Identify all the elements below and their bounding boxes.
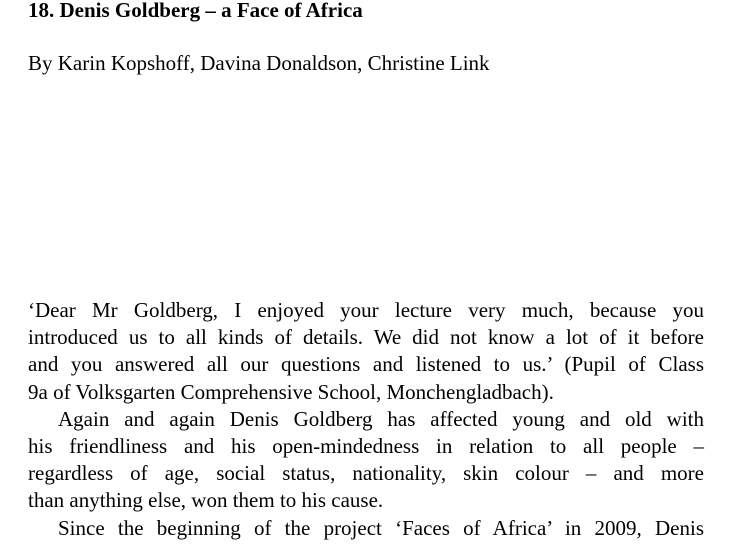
- body-line: and you answered all our questions and listened to us.’ (Pupil of Class: [28, 352, 704, 377]
- body-line: Again and again Denis Goldberg has affected young and old with: [58, 406, 704, 431]
- body-text: [28, 297, 704, 542]
- body-line: introduced us to all kinds of details. We did not know a lot of it before: [28, 325, 704, 350]
- chapter-title: 18. Denis Goldberg – a Face of Africa: [28, 0, 363, 22]
- author-byline: By Karin Kopshoff, Davina Donaldson, Christine Link: [28, 51, 490, 75]
- body-line: ‘Dear Mr Goldberg, I enjoyed your lecture very much, because you: [28, 298, 704, 322]
- body-line: 9a of Volksgarten Comprehensive School, Monchengladbach).: [28, 379, 554, 404]
- body-line: Since the beginning of the project ‘Faces of Africa’ in 2009, Denis: [58, 515, 704, 540]
- body-line: regardless of age, social status, nationality, skin colour – and more: [28, 461, 704, 486]
- body-line: than anything else, won them to his cause.: [28, 488, 384, 513]
- body-line: his friendliness and his open-mindedness in relation to all people –: [28, 433, 704, 458]
